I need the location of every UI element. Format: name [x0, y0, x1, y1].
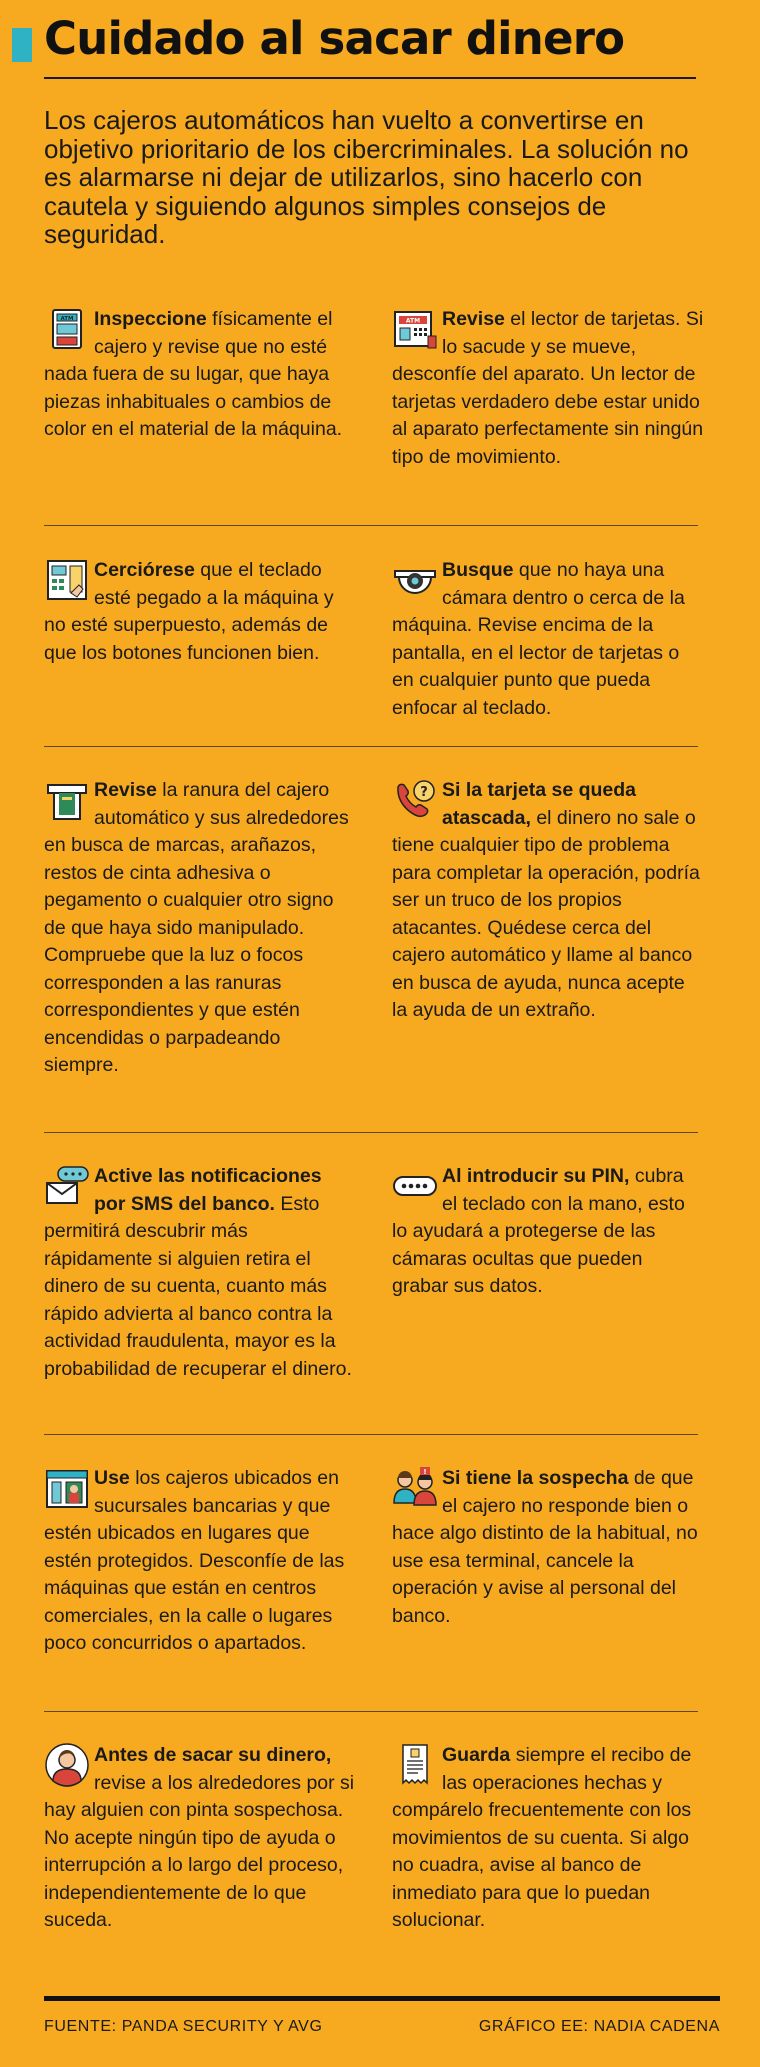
tip-suspicion: ! Si tiene la sospecha de que el cajero no responde bien o hace algo distinto de la habitual, no use esa terminal, cancele la operación y avise al personal del banco. — [392, 1467, 698, 1627]
tip-card-slot: Revise la ranura del cajero automático y sus alrededores en busca de marcas, arañazos, restos de cinta adhesiva o pegamento o cualquier otro signo de que haya sido manipulado. Compruebe que la luz o focos corresponden a las ranuras correspondientes y que estén encendidas o parpadeando siempre. — [44, 779, 349, 1076]
tip-card-stuck: ? Si la tarjeta se queda atascada, el dinero no sale o tiene cualquier tipo de problema para completar la operación, podría ser un truco de los propios atacantes. Quédese cerca del cajero automático y llame al banco en busca de ayuda, nunca acepte la ayuda de un extraño. — [392, 779, 700, 1021]
title-underline — [44, 77, 696, 79]
sms-envelope-icon — [44, 1163, 90, 1209]
row-divider — [44, 746, 698, 747]
atm-machine-icon — [44, 306, 90, 352]
row-divider — [44, 1434, 698, 1435]
svg-text:!: ! — [423, 1468, 427, 1476]
security-camera-icon — [392, 557, 438, 603]
tip-cover-pin: Al introducir su PIN, cubra el teclado con la mano, esto lo ayudará a protegerse de las cámaras ocultas que pueden grabar sus datos. — [392, 1165, 685, 1297]
tip-keypad: Cerciórese que el teclado esté pegado a la máquina y no esté superpuesto, además de que los botones funcionen bien. — [44, 559, 334, 664]
phone-help-icon — [392, 777, 438, 823]
tip-hidden-camera: Busque que no haya una cámara dentro o cerca de la máquina. Revise encima de la pantalla, en el lector de tarjetas o en cualquier punto que pueda enfocar al teclado. — [392, 559, 685, 719]
keypad-icon — [44, 557, 90, 603]
tip-check-surroundings: Antes de sacar su dinero, revise a los alrededores por si hay alguien con pinta sospechosa. No acepte ningún tipo de ayuda o interrupción a lo largo del proceso, independientemente de lo que suceda. — [44, 1744, 355, 1931]
bank-branch-icon — [44, 1465, 90, 1511]
pin-field-icon — [392, 1163, 438, 1209]
title-accent-bar — [12, 28, 32, 62]
person-icon — [44, 1742, 90, 1788]
tip-sms-notifications: Active las notificaciones por SMS del banco. Esto permitirá descubrir más rápidamente si alguien retira el dinero de su cuenta, cuanto más rápido advierta al banco contra la actividad fraudulenta, mayor es la probabilidad de recuperar el dinero. — [44, 1165, 352, 1380]
receipt-icon — [392, 1742, 438, 1788]
tip-inspect-atm: ATM Inspeccione físicamente el cajero y revise que no esté nada fuera de su lugar, que haya piezas inhabituales o cambios de color en el material de la máquina. — [44, 308, 343, 440]
svg-text:ATM: ATM — [405, 317, 421, 325]
svg-text:ATM: ATM — [60, 316, 74, 322]
row-divider — [44, 1711, 698, 1712]
tip-use-bank-branch: Use los cajeros ubicados en sucursales bancarias y que estén ubicados en lugares que estén protegidos. Desconfíe de las máquinas que están en centros comerciales, en la calle o lugares poco concurridos o apartados. — [44, 1467, 345, 1654]
source-credit: FUENTE: PANDA SECURITY Y AVG — [44, 2018, 323, 2035]
card-reader-icon — [392, 306, 438, 352]
graphic-credit: GRÁFICO EE: NADIA CADENA — [478, 2018, 720, 2035]
row-divider — [44, 1132, 698, 1133]
card-slot-icon — [44, 777, 90, 823]
tip-card-reader: ATM Revise el lector de tarjetas. Si lo sacude y se mueve, desconfíe del aparato. Un lector de tarjetas verdadero debe estar unido al aparato perfectamente sin ningún tipo de movimiento. — [392, 308, 704, 468]
page-title: Cuidado al sacar dinero — [44, 12, 625, 65]
tip-keep-receipt: Guarda siempre el recibo de las operaciones hechas y compárelo frecuentemente con los movimientos de su cuenta. Si algo no cuadra, avise al banco de inmediato para que lo puedan solucionar. — [392, 1744, 692, 1931]
row-divider — [44, 525, 698, 526]
intro-paragraph: Los cajeros automáticos han vuelto a convertirse en objetivo prioritario de los cibercriminales. La solución no es alarmarse ni dejar de utilizarlos, sino hacerlo con cautela y siguiendo algunos simples consejos de seguridad. — [44, 105, 689, 249]
bank-staff-icon — [392, 1465, 438, 1511]
bottom-rule — [44, 1996, 720, 2001]
svg-text:?: ? — [420, 785, 428, 800]
